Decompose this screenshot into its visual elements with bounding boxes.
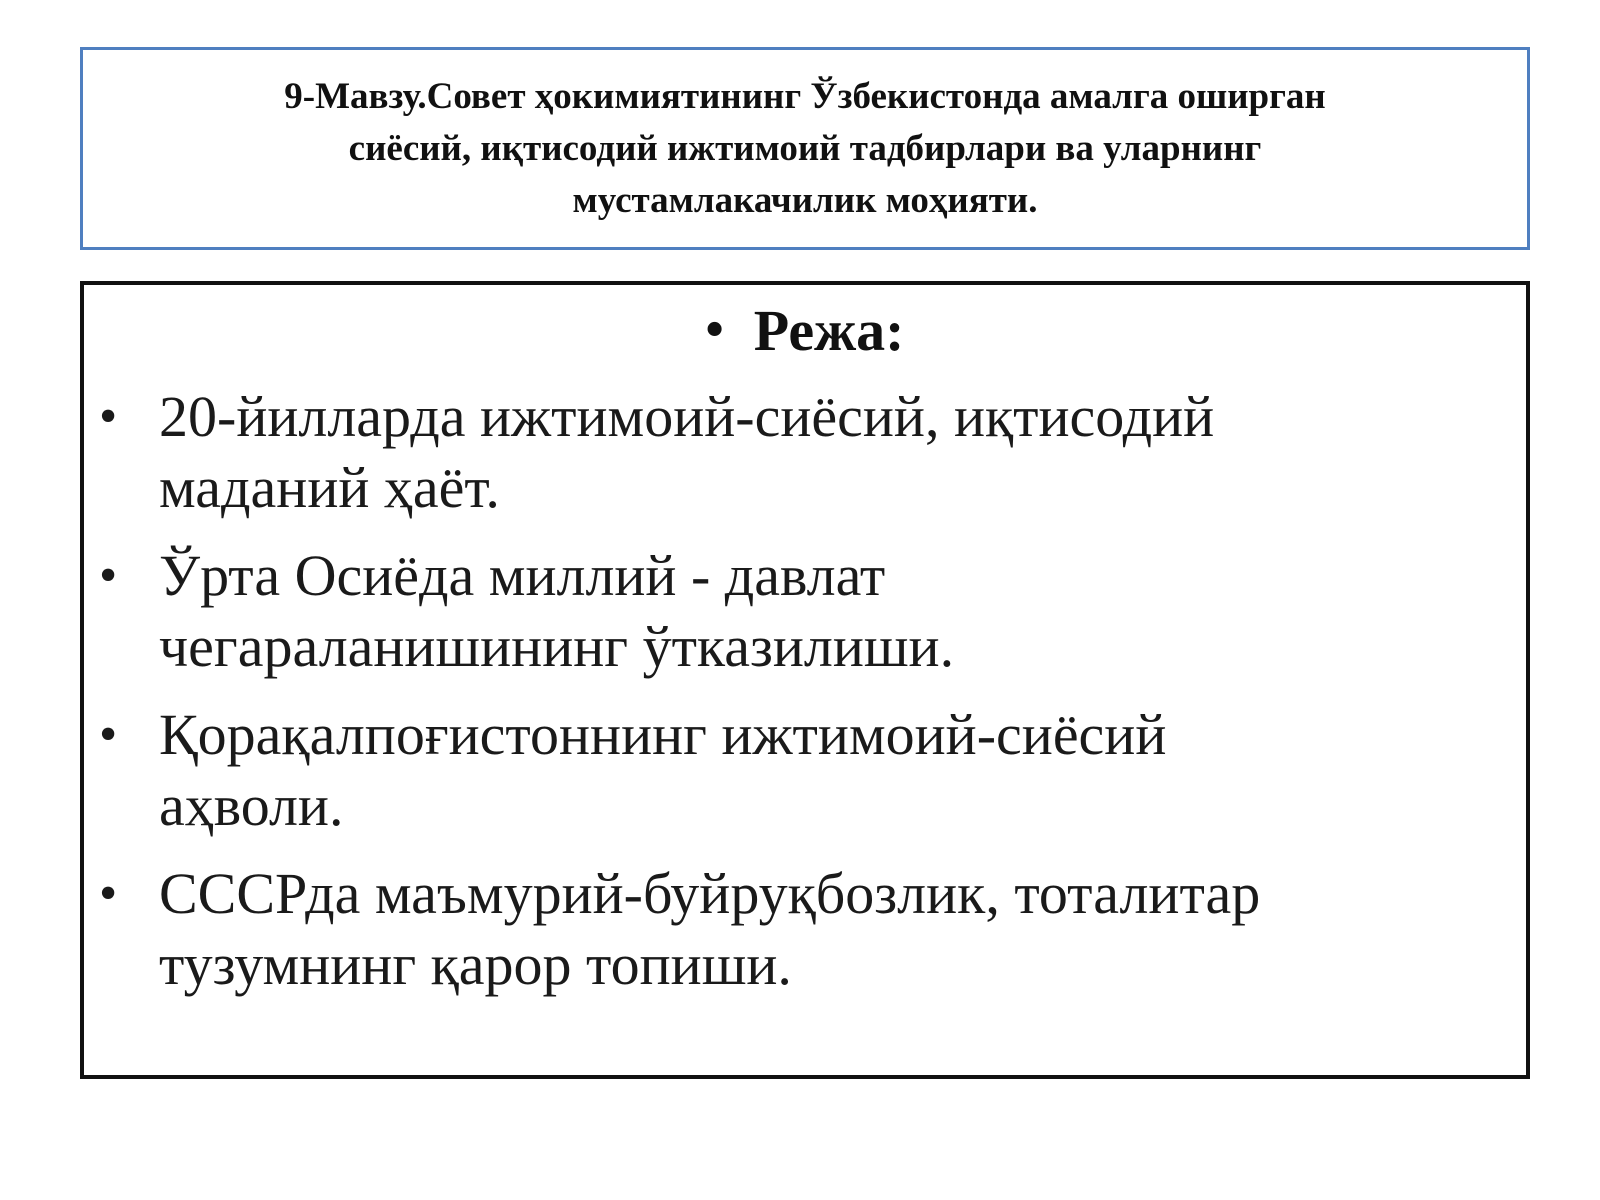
list-item-line: СССРда маъмурий-буйруқбозлик, тоталитар	[159, 861, 1261, 926]
title-line-3: мустамлакачилик моҳияти.	[572, 179, 1038, 221]
bullet-icon: •	[99, 706, 118, 763]
title-line-2: сиёсий, иқтисодий ижтимоий тадбирлари ва уларнинг	[348, 127, 1262, 169]
list-item	[84, 381, 1526, 523]
slide-title-box	[80, 47, 1530, 250]
list-item	[84, 540, 1526, 682]
list-item-line: маданий ҳаёт.	[159, 455, 500, 520]
list-item-line: 20-йилларда ижтимоий-сиёсий, иқтисодий	[159, 384, 1215, 449]
bullet-icon: •	[99, 547, 118, 604]
list-item	[84, 858, 1526, 1000]
plan-content-box	[80, 281, 1530, 1079]
list-item-line: Қорақалпоғистоннинг ижтимоий-сиёсий	[159, 702, 1167, 767]
list-item-line: аҳволи.	[159, 773, 344, 838]
list-item-line: Ўрта Осиёда миллий - давлат	[159, 543, 886, 608]
title-line-1: 9-Мавзу.Совет ҳокимиятининг Ўзбекистонда амалга оширган	[284, 75, 1326, 117]
list-item	[84, 699, 1526, 841]
bullet-icon: •	[99, 388, 118, 445]
plan-heading	[84, 293, 1526, 368]
bullet-icon: •	[99, 865, 118, 922]
plan-list	[84, 381, 1526, 1017]
plan-heading-text: Режа:	[753, 298, 905, 363]
bullet-icon: •	[705, 301, 724, 358]
list-item-line: чегараланишининг ўтказилиши.	[159, 614, 955, 679]
list-item-line: тузумнинг қарор топиши.	[159, 932, 792, 997]
